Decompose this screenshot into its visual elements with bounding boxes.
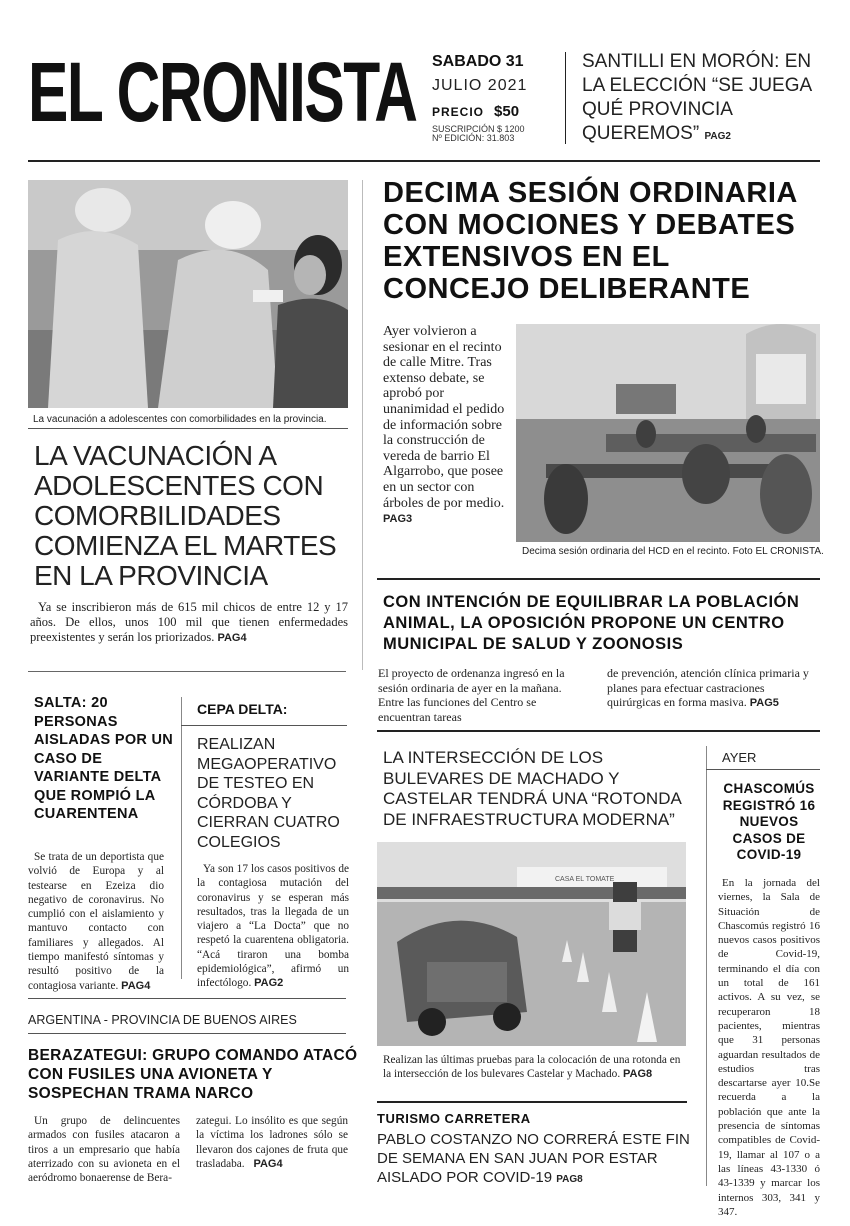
berazategui-kicker: ARGENTINA - PROVINCIA DE BUENOS AIRES	[28, 1013, 297, 1027]
turismo-kicker: TURISMO CARRETERA	[377, 1111, 531, 1126]
lead-caption: Decima sesión ordinaria del HCD en el recinto. Foto EL CRONISTA.	[522, 546, 824, 557]
turismo-page: PAG8	[556, 1174, 583, 1185]
zoonosis-body-right	[607, 666, 821, 711]
council-session-photo	[516, 324, 820, 542]
price-line	[432, 103, 519, 121]
lead-page[interactable]: PAG3	[383, 513, 413, 526]
rotonda-caption-text: Realizan las últimas pruebas para la colocación de una rotonda en la intersección de los bulevares Castelar y Machado.	[383, 1054, 681, 1081]
top-teaser[interactable]	[582, 50, 832, 149]
lead-body-text: Ayer volvieron a sesionar en el recinto de calle Mitre. Tras extenso debate, se aprobó por unanimidad el pedido de información sobre la construcción de vereda de barrio El Algarrobo, que posee en un sector con árboles de por medio.	[383, 324, 505, 511]
berazategui-page[interactable]: PAG4	[253, 1157, 283, 1170]
lead-headline[interactable]: DECIMA SESIÓN ORDINARIA CON MOCIONES Y DEBATES EXTENSIVOS EN EL CONCEJO DELIBERANTE	[383, 177, 797, 305]
vaccination-photo	[28, 180, 348, 408]
berazategui-body-right	[196, 1114, 348, 1171]
vaccination-body	[30, 600, 348, 646]
roundabout-photo	[377, 842, 686, 1046]
berazategui-body-right-text: zategui. Lo insólito es que según la víctima los ladrones sólo se llevaron dos cajones de fruta que trasladaba.	[196, 1115, 348, 1170]
chascomus-body	[718, 876, 820, 1219]
rotonda-headline[interactable]: LA INTERSECCIÓN DE LOS BULEVARES DE MACHADO Y CASTELAR TENDRÁ UNA “ROTONDA DE INFRAESTRUCTURA MODERNA”	[383, 748, 681, 829]
salta-headline[interactable]: SALTA: 20 PERSONAS AISLADAS POR UN CASO DE VARIANTE DELTA QUE ROMPIÓ LA CUARENTENA	[34, 695, 174, 822]
chascomus-headline[interactable]: CHASCOMÚS REGISTRÓ 16 NUEVOS CASOS DE COVID-19	[722, 781, 816, 862]
vaccination-page[interactable]: PAG4	[217, 632, 247, 644]
lead-body	[383, 324, 509, 528]
delta-headline[interactable]: REALIZAN MEGAOPERATIVO DE TESTEO EN CÓRDOBA Y CIERRAN CUATRO COLEGIOS	[197, 736, 340, 851]
top-teaser-page: PAG2	[704, 131, 731, 142]
rotonda-page[interactable]: PAG8	[622, 1068, 653, 1081]
zoonosis-body-left: El proyecto de ordenanza ingresó en la sesión ordinaria de ayer en la mañana. Entre las funciones del Centro se encuentran tareas	[378, 666, 565, 724]
newspaper-title: EL CRONISTA	[28, 45, 417, 139]
chascomus-kicker: AYER	[722, 750, 757, 765]
salta-body-text: Se trata de un deportista que volvió de Europa y al testearse en Ezeiza dio negativo de coronavirus. No cumplió con el aislamiento y mantuvo contacto con familiares y allegados. Al tiempo manifestó síntomas y resultó positivo de la contagiosa variante.	[28, 851, 164, 992]
zoonosis-body-right-text: de prevención, atención clínica primaria y planes para efectuar castraciones quirúrgicas en forma masiva.	[607, 666, 809, 709]
subscription-price: SUSCRIPCIÓN $ 1200	[432, 124, 525, 134]
photo-sign: CASA EL TOMATE	[555, 876, 615, 883]
price-label: PRECIO	[432, 105, 485, 119]
edition-number: Nº EDICIÓN: 31.803	[432, 133, 515, 143]
chascomus-body-text: En la jornada del viernes, la Sala de Situación de Chascomús registró 16 nuevos casos positivos de Covid-19, terminando el día con un total de 161 activos. A su vez, se recuperaron 18 pacientes, mientras que 31 personas aguardan resultados de estudios tras descartarse ayer 10.Se recuerda a la población que ante la presencia de síntomas compatibles de Covid-19, llamar al 107 o a las líneas 43-1330 ó 43-1339 y marcar los internos 303, 341 y 347.	[718, 877, 820, 1218]
zoonosis-headline[interactable]: CON INTENCIÓN DE EQUILIBRAR LA POBLACIÓN ANIMAL, LA OPOSICIÓN PROPONE UN CENTRO MUNICIPAL DE SALUD Y ZOONOSIS	[383, 593, 800, 653]
berazategui-headline[interactable]: BERAZATEGUI: GRUPO COMANDO ATACÓ CON FUSILES UNA AVIONETA Y SOSPECHAN TRAMA NARCO	[28, 1047, 358, 1102]
vaccination-caption: La vacunación a adolescentes con comorbilidades en la provincia.	[33, 414, 327, 425]
berazategui-body-left	[28, 1114, 180, 1185]
turismo-headline: PABLO COSTANZO NO CORRERÁ ESTE FIN DE SEMANA EN SAN JUAN POR ESTAR AISLADO POR COVID-19	[377, 1131, 690, 1186]
delta-body-text: Ya son 17 los casos positivos de la contagiosa mutación del coronavirus y se esperan más resultados, tras la llegada de un viajero a “La Docta” que no respetó la cuarentena obligatoria. “Acá tiraron una bomba epidemiológica”, afirmó un infectólogo.	[197, 863, 349, 990]
price-value: $50	[494, 103, 520, 120]
salta-page[interactable]: PAG4	[121, 979, 151, 992]
vaccination-body-text: Ya se inscribieron más de 615 mil chicos de entre 12 y 17 años. De ellos, unos 100 mil que tienen enfermedades preexistentes y serán los priorizados.	[30, 600, 348, 644]
rotonda-caption	[383, 1053, 688, 1082]
turismo-story[interactable]	[377, 1130, 692, 1189]
vaccination-headline[interactable]: LA VACUNACIÓN A ADOLESCENTES CON COMORBILIDADES COMIENZA EL MARTES EN LA PROVINCIA	[34, 440, 337, 591]
delta-body	[197, 862, 349, 991]
delta-page[interactable]: PAG2	[254, 977, 284, 990]
top-teaser-headline: SANTILLI EN MORÓN: EN LA ELECCIÓN “SE JUEGA QUÉ PROVINCIA QUEREMOS”	[582, 51, 812, 144]
delta-kicker: CEPA DELTA:	[197, 701, 288, 717]
salta-body	[28, 850, 164, 993]
issue-month-year: JULIO 2021	[432, 77, 528, 94]
zoonosis-page[interactable]: PAG5	[749, 697, 779, 709]
issue-day: SABADO 31	[432, 53, 524, 70]
berazategui-body-left-text: Un grupo de delincuentes armados con fusiles atacaron a tiros a un empresario que había aterrizado con su avioneta en el aeródromo bonaerense de Bera-	[28, 1115, 180, 1185]
